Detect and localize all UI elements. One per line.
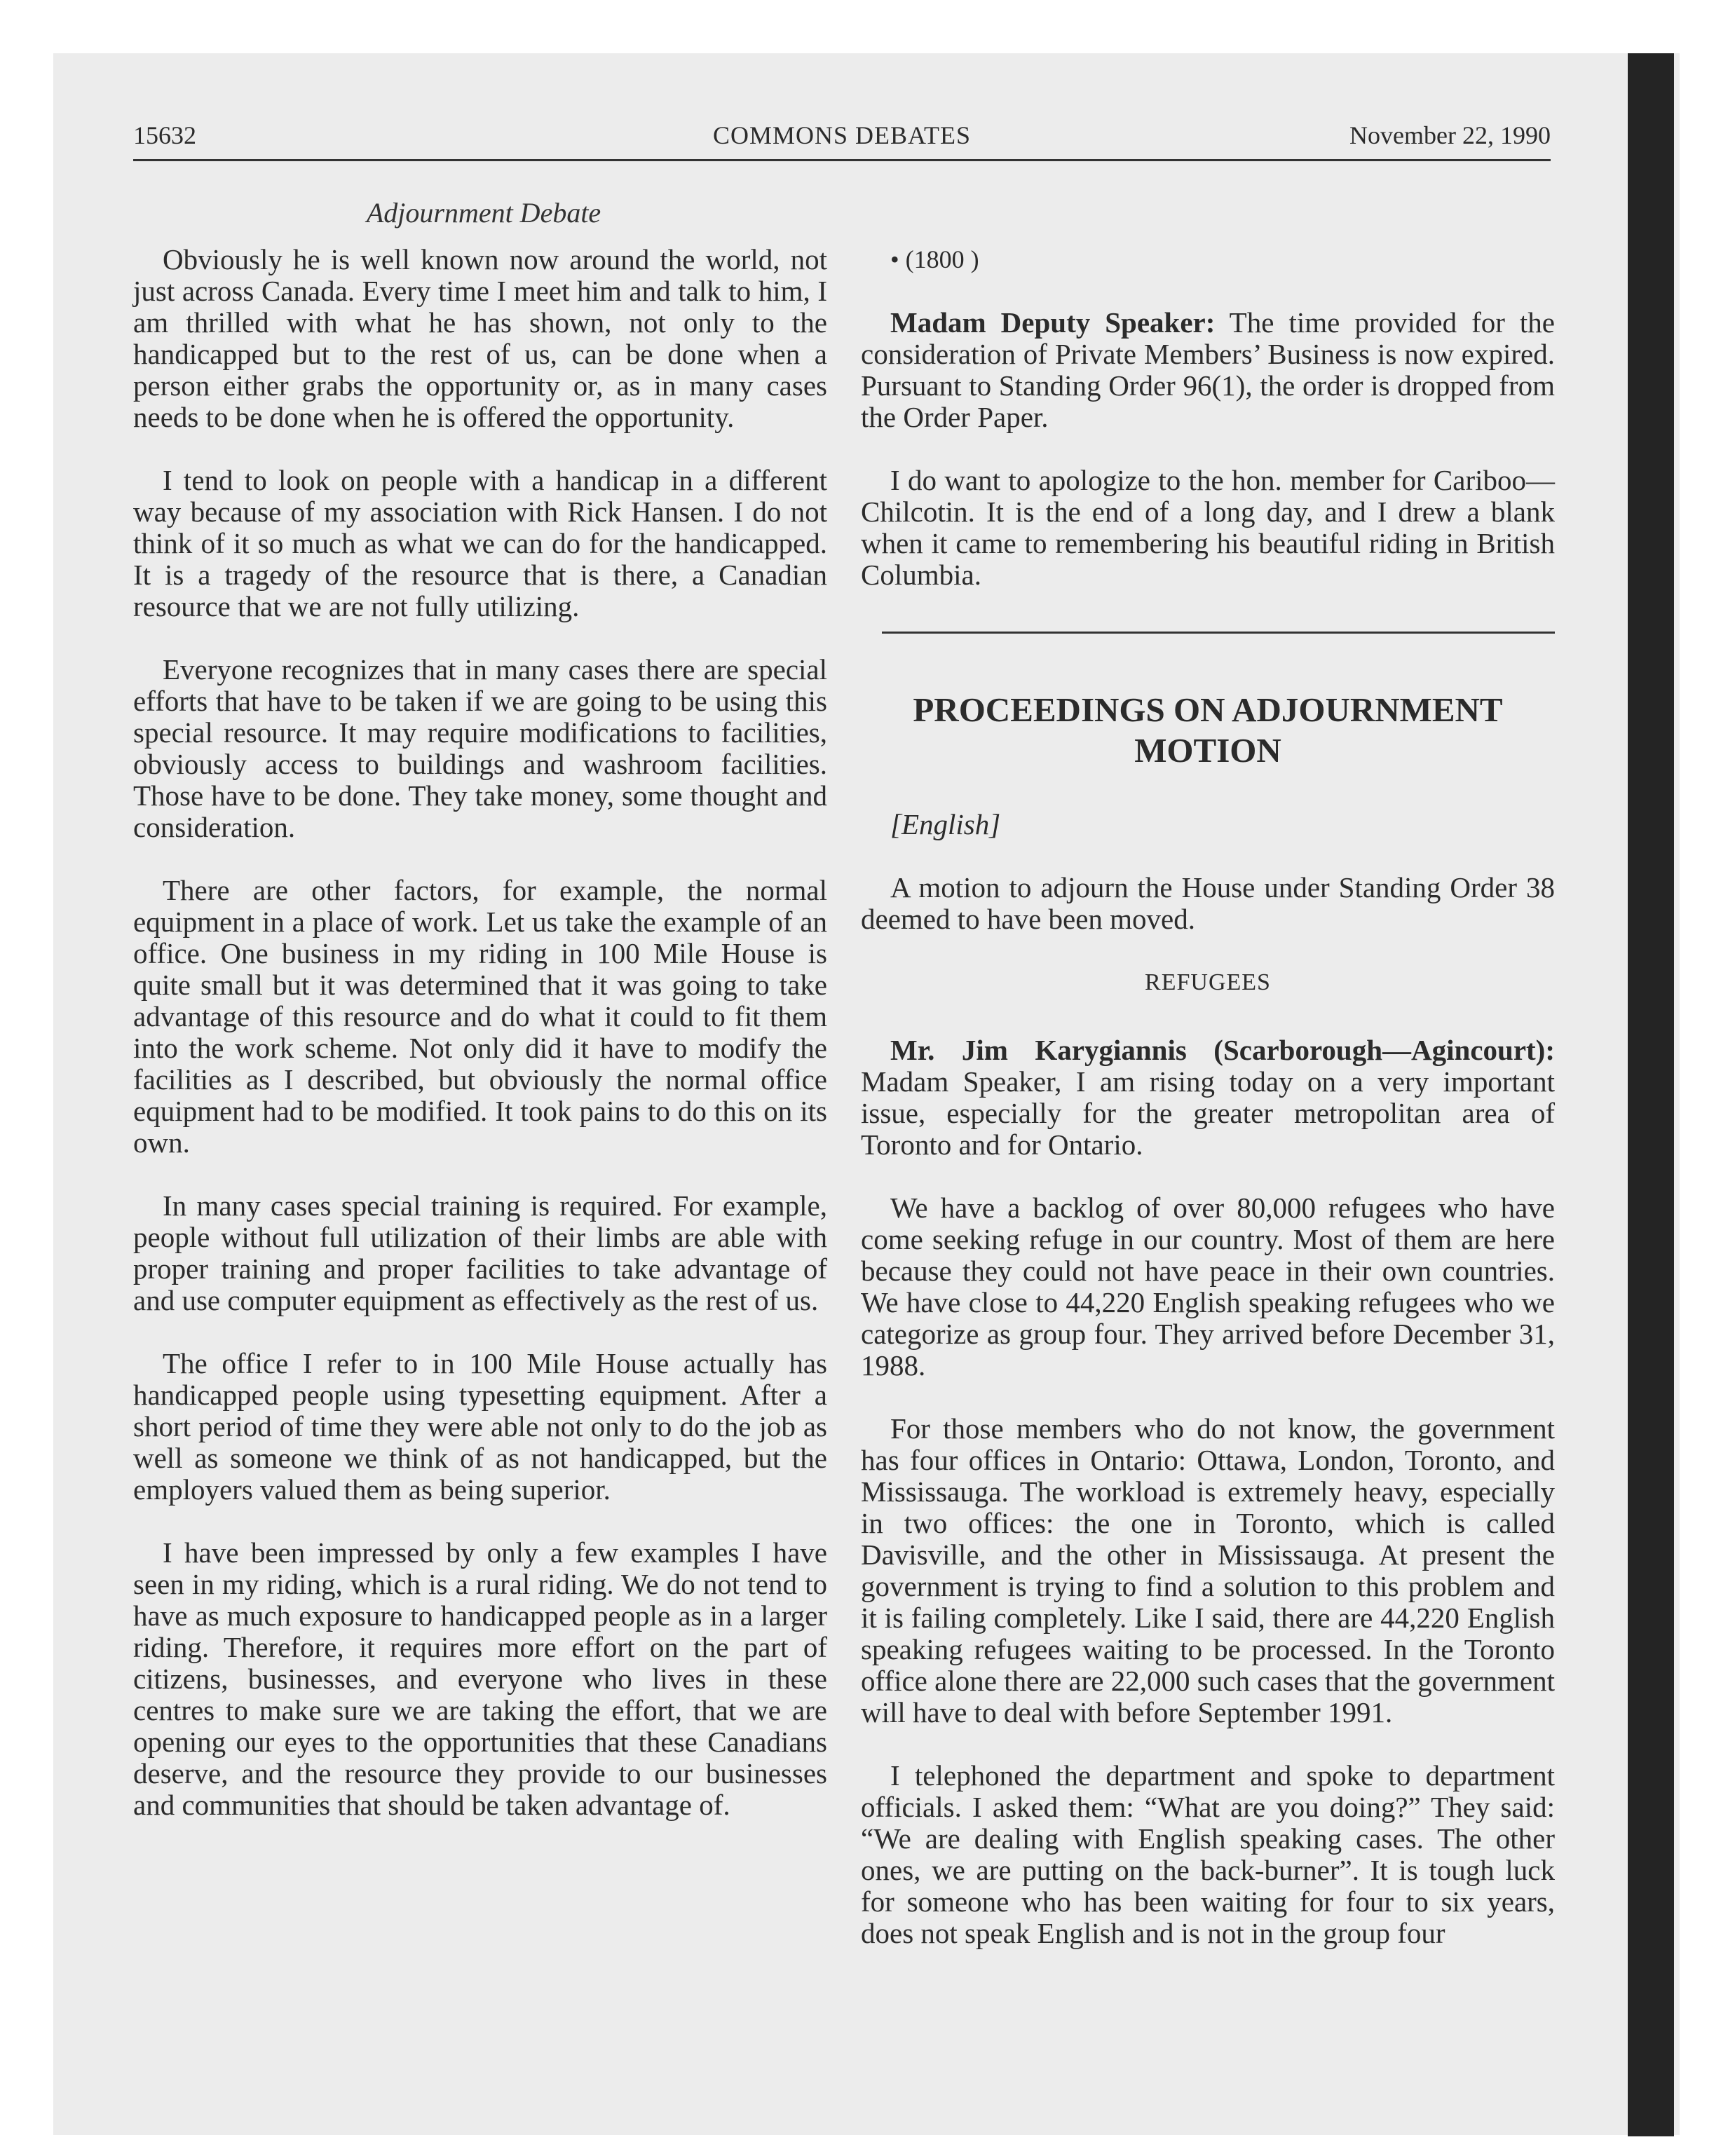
language-tag: [English]	[890, 808, 1001, 840]
page-date: November 22, 1990	[1349, 121, 1551, 149]
paragraph: Everyone recognizes that in many cases there are special efforts that have to be taken if we are going to be using this special resource. It may require modifications to facilities, obviously access to buildings and washroom facilities. Those have to be done. They take money, some thought and consideration.	[133, 653, 827, 843]
timestamp: • (1800 )	[890, 245, 979, 273]
section-divider	[882, 632, 1555, 634]
paragraph: I telephoned the department and spoke to department officials. I asked them: “What are you doing?” They said: “We are dealing with English speaking cases. The other ones, we are putting on the back-burner”. It is tough luck for someone who has been waiting for four to six years, does not speak English and is not in the group four	[861, 1759, 1555, 1949]
left-column	[133, 244, 827, 1853]
publication-title: COMMONS DEBATES	[712, 121, 972, 149]
speaker-name: Mr. Jim Karygiannis (Scarborough—Agincourt):	[890, 1034, 1555, 1066]
speech-text: Madam Speaker, I am rising today on a very important issue, especially for the greater metropolitan area of Toronto and for Ontario.	[861, 1065, 1555, 1161]
paragraph: We have a backlog of over 80,000 refugees who have come seeking refuge in our country. Most of them are here because they could not have peace in their own countries. We have close to 44,220 English speaking refugees who we categorize as group four. They arrived before December 31, 1988.	[861, 1192, 1555, 1381]
right-column	[861, 244, 1555, 1981]
topic-subheading: REFUGEES	[1145, 969, 1271, 995]
paragraph: In many cases special training is required. For example, people without full utilization of their limbs are able with proper training and proper facilities to take advantage of and use computer equipment as effectively as the rest of us.	[133, 1189, 827, 1316]
header-rule	[133, 159, 1551, 161]
paragraph: For those members who do not know, the government has four offices in Ontario: Ottawa, London, Toronto, and Mississauga. The workload is extremely heavy, especially in two offices: the one in Toronto, which is called Davisville, and the other in Mississauga. At present the government is trying to find a solution to this problem and it is failing completely. Like I said, there are 44,220 English speaking refugees waiting to be processed. In the Toronto office alone there are 22,000 such cases that the government will have to deal with before September 1991.	[861, 1412, 1555, 1728]
deputy-speaker-paragraph	[861, 307, 1555, 433]
karygiannis-paragraph	[861, 1035, 1555, 1161]
scan-edge	[1628, 53, 1674, 2136]
paragraph: The office I refer to in 100 Mile House actually has handicapped people using typesetting equipment. After a short period of time they were able not only to do the job as well as someone we think of as not handicapped, but the employers valued them as being superior.	[133, 1347, 827, 1506]
paragraph: I tend to look on people with a handicap in a different way because of my association with Rick Hansen. I do not think of it so much as what we can do for the handicapped. It is a tragedy of the resource that is there, a Canadian resource that we are not fully utilizing.	[133, 464, 827, 622]
speech-text: The time provided for the consideration of Private Members’ Business is now expired. Pursuant to Standing Order 96(1), the order is dropped from the Order Paper.	[861, 306, 1555, 433]
paragraph: There are other factors, for example, the normal equipment in a place of work. Let us take the example of an office. One business in my riding in 100 Mile House is quite small but it was determined that it was going to take advantage of this resource and do what it could to fit them into the work scheme. Not only did it have to modify the facilities as I described, but obviously the normal office equipment had to be modified. It took pains to do this on its own.	[133, 874, 827, 1159]
page-header	[133, 121, 1551, 157]
paragraph: I have been impressed by only a few examples I have seen in my riding, which is a rural riding. We do not tend to have as much exposure to handicapped people as in a larger riding. Therefore, it requires more effort on the part of citizens, businesses, and everyone who lives in these centres to make sure we are taking the effort, that we are opening our eyes to the opportunities that these Canadians deserve, and the resource they provide to our businesses and communities that should be taken advantage of.	[133, 1536, 827, 1821]
paragraph: Obviously he is well known now around the world, not just across Canada. Every time I meet him and talk to him, I am thrilled with what he has shown, not only to the handicapped but to the rest of us, can be done when a person either grabs the opportunity or, as in many cases needs to be done when he is offered the opportunity.	[133, 243, 827, 433]
proceedings-heading: PROCEEDINGS ON ADJOURNMENT MOTION	[913, 690, 1503, 770]
page-number: 15632	[133, 121, 196, 149]
speaker-name: Madam Deputy Speaker:	[890, 306, 1216, 339]
section-label: Adjournment Debate	[366, 197, 601, 228]
motion-paragraph: A motion to adjourn the House under Standing Order 38 deemed to have been moved.	[861, 871, 1555, 935]
paragraph: I do want to apologize to the hon. member for Cariboo—Chilcotin. It is the end of a long day, and I drew a blank when it came to remembering his beautiful riding in British Columbia.	[861, 464, 1555, 591]
